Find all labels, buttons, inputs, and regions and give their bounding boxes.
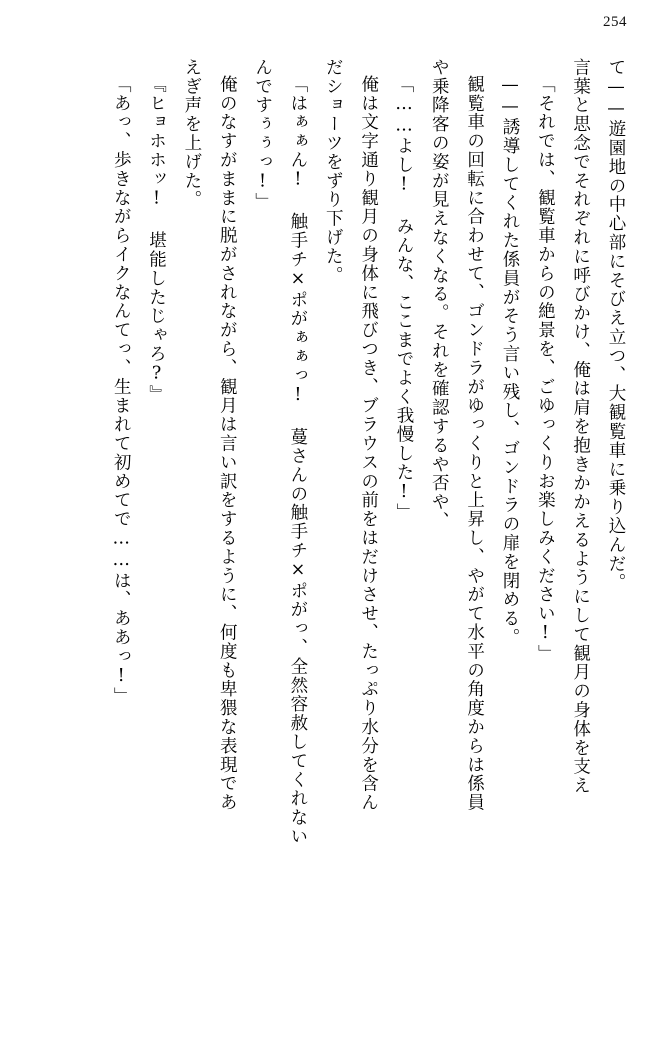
paragraph: 『ヒョホホッ! 堪能したじゃろ?』 <box>146 75 167 404</box>
paragraph: 「それでは、観覧車からの絶景を、ごゆっくりお楽しみください!」 <box>535 75 556 664</box>
paragraph: 「……よし! みんな、ここまでよく我慢した!」 <box>393 75 414 523</box>
page-body-text <box>28 58 633 1024</box>
paragraph: 言葉と思念でそれぞれに呼びかけ、俺は肩を抱きかかえるようにして観月の身体を支え <box>570 58 591 796</box>
paragraph: や乗降客の姿が見えなくなる。それを確認するや否や、 <box>429 58 450 531</box>
paragraph: んですぅぅっ!」 <box>252 58 273 212</box>
paragraph: だショーツをずり下げた。 <box>323 58 344 285</box>
paragraph: えぎ声を上げた。 <box>181 58 202 210</box>
paragraph: 俺のなすがままに脱がされながら、観月は言い訳をするように、何度も卑猥な表現であ <box>217 75 238 813</box>
paragraph: 「あっ、歩きながらイクなんてっ、生まれて初めてで……は、ああっ!」 <box>111 75 132 707</box>
paragraph: ——誘導してくれた係員がそう言い残し、ゴンドラの扉を閉める。 <box>499 75 520 647</box>
page-number: 254 <box>603 14 627 30</box>
paragraph: 俺は文字通り観月の身体に飛びつき、ブラウスの前をはだけさせ、たっぷり水分を含ん <box>358 75 379 813</box>
paragraph: 「はぁぁん! 触手チ×ポがぁぁっ! 蔓さんの触手チ×ポがっ、全然容赦してくれない <box>287 75 308 846</box>
paragraph: 観覧車の回転に合わせて、ゴンドラがゆっくりと上昇し、やがて水平の角度からは係員 <box>464 75 485 813</box>
paragraph: て——遊園地の中心部にそびえ立つ、大観覧車に乗り込んだ。 <box>606 58 626 593</box>
